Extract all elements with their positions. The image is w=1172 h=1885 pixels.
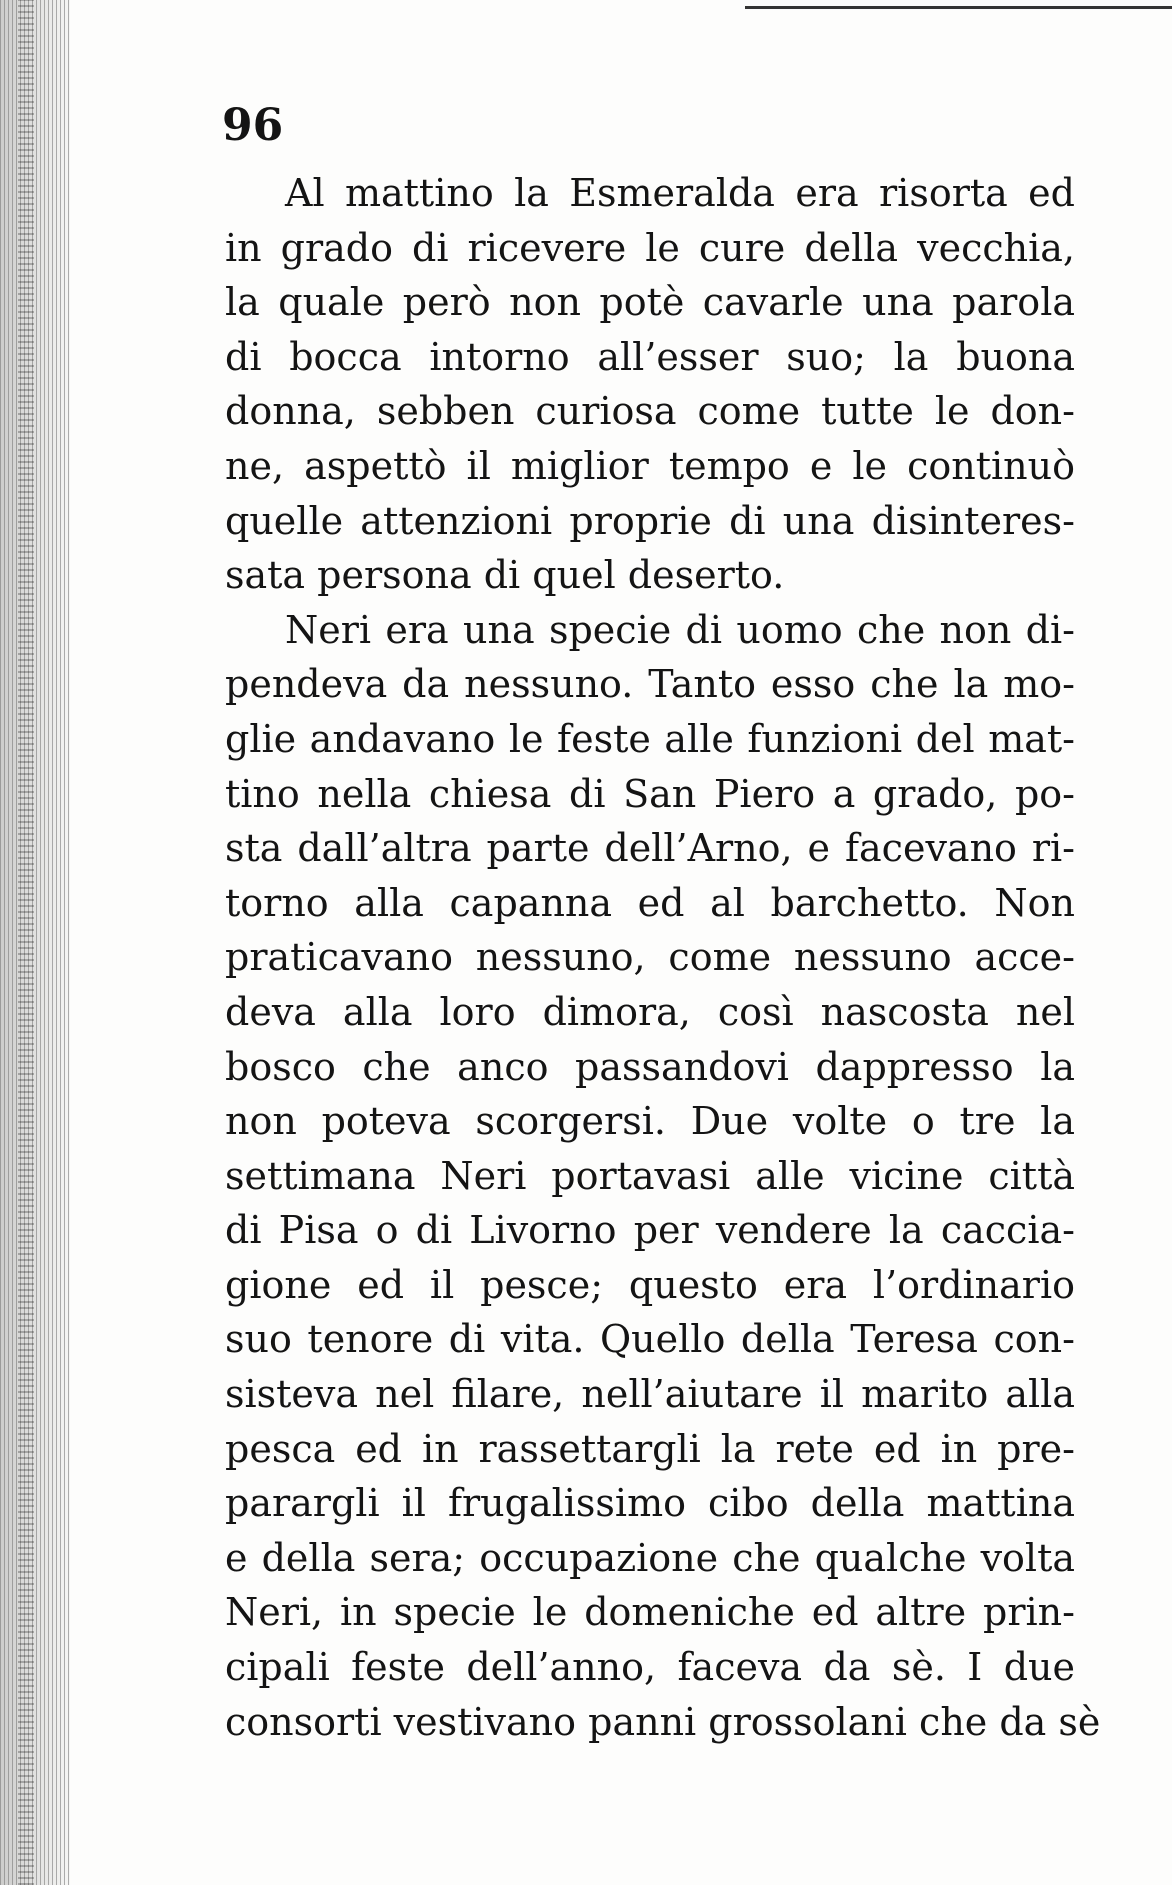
text-line: tino nella chiesa di San Piero a grado, po-: [225, 771, 1075, 816]
text-line: non poteva scorgersi. Due volte o tre la: [225, 1099, 1075, 1144]
text-line: ne, aspettò il miglior tempo e le continuò: [225, 443, 1075, 488]
text-line: bosco che anco passandovi dappresso la: [225, 1044, 1075, 1089]
text-line: Neri, in specie le domeniche ed altre prin-: [225, 1590, 1075, 1635]
text-line: donna, sebben curiosa come tutte le don-: [225, 389, 1075, 434]
text-line: in grado di ricevere le cure della vecchia,: [225, 225, 1075, 270]
text-line: praticavano nessuno, come nessuno acce-: [225, 935, 1075, 980]
text-line: Neri era una specie di uomo che non di-: [285, 607, 1075, 652]
text-line: settimana Neri portavasi alle vicine città: [225, 1153, 1075, 1198]
text-line: sata persona di quel deserto.: [225, 553, 785, 598]
body-text: [225, 166, 1101, 1749]
text-line: la quale però non potè cavarle una parola: [225, 280, 1075, 325]
text-line: cipali feste dell’anno, faceva da sè. I due: [225, 1645, 1075, 1690]
text-line: pesca ed in rassettargli la rete ed in pre-: [225, 1426, 1075, 1471]
text-line: pendeva da nessuno. Tanto esso che la mo-: [225, 662, 1075, 707]
text-line: Al mattino la Esmeralda era risorta ed: [285, 171, 1075, 215]
text-line: gione ed il pesce; questo era l’ordinario: [225, 1262, 1075, 1307]
text-line: di Pisa o di Livorno per vendere la caccia-: [225, 1208, 1075, 1253]
text-line: sta dall’altra parte dell’Arno, e facevano ri-: [225, 826, 1075, 871]
text-line: glie andavano le feste alle funzioni del mat-: [225, 716, 1075, 761]
text-line: quelle attenzioni proprie di una disinteres-: [225, 498, 1075, 543]
text-line: di bocca intorno all’esser suo; la buona: [225, 334, 1075, 379]
scan-edge-rule: [745, 6, 1172, 9]
text-line: torno alla capanna ed al barchetto. Non: [225, 880, 1075, 925]
text-line: sisteva nel filare, nell’aiutare il marito alla: [225, 1372, 1075, 1417]
text-line: parargli il frugalissimo cibo della mattina: [225, 1481, 1075, 1526]
text-line: suo tenore di vita. Quello della Teresa con-: [225, 1317, 1075, 1362]
text-line: consorti vestivano panni grossolani che da sè: [225, 1699, 1101, 1744]
page-number: 96: [222, 100, 284, 151]
binding-edge-stitching: [18, 0, 34, 1885]
binding-edge-shadow: [0, 0, 70, 1885]
text-line: e della sera; occupazione che qualche volta: [225, 1535, 1075, 1580]
text-line: deva alla loro dimora, così nascosta nel: [225, 989, 1075, 1034]
